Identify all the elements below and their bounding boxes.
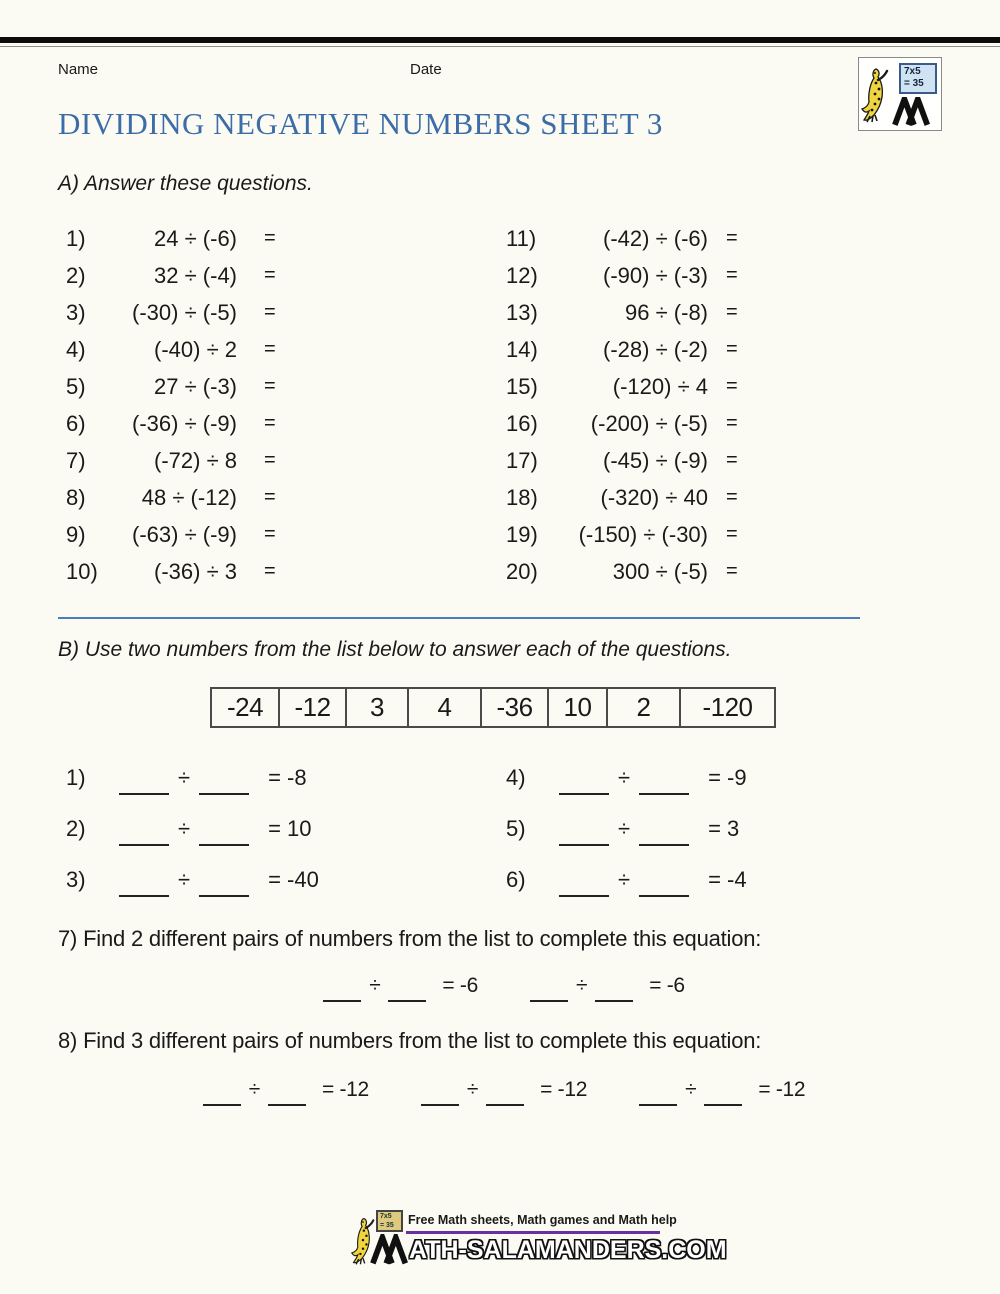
question-number: 2) xyxy=(66,262,86,288)
divide-sign: ÷ xyxy=(618,866,631,892)
question-17 xyxy=(506,448,738,474)
result-value: = -40 xyxy=(268,866,319,892)
number-list-cell: -24 xyxy=(210,687,280,728)
question-number: 2) xyxy=(66,815,86,841)
question-row xyxy=(0,442,1000,479)
question-number: 17) xyxy=(506,447,538,473)
question-expression: (-42) ÷ (-6) xyxy=(603,225,708,251)
equation-pair xyxy=(631,1078,805,1102)
question-number: 6) xyxy=(506,866,526,892)
answer-blank xyxy=(421,1082,459,1106)
equation-pair xyxy=(413,1078,587,1102)
footer-logo xyxy=(352,1210,727,1270)
question-13 xyxy=(506,300,738,326)
fill-question-3 xyxy=(66,867,386,893)
equation-pair xyxy=(195,1078,369,1102)
divide-sign: ÷ xyxy=(178,866,191,892)
question-number: 20) xyxy=(506,558,538,584)
question-expression: (-36) ÷ 3 xyxy=(154,558,237,584)
page-title: DIVIDING NEGATIVE NUMBERS SHEET 3 xyxy=(58,106,663,141)
logo-board-line2: = 35 xyxy=(904,77,924,89)
question-number: 4) xyxy=(506,764,526,790)
equation-pair xyxy=(315,974,478,998)
fill-question-2 xyxy=(66,816,386,842)
fill-question-row xyxy=(0,752,1000,803)
footer-board-line1: 7x5 xyxy=(380,1213,392,1220)
question-row xyxy=(0,220,1000,257)
equals-sign: = xyxy=(726,449,738,471)
question-number: 9) xyxy=(66,521,86,547)
m-monogram-icon xyxy=(892,97,934,126)
answer-blank xyxy=(559,820,609,846)
question-expression: (-120) ÷ 4 xyxy=(612,373,708,399)
equals-sign: = xyxy=(726,301,738,323)
question-15 xyxy=(506,374,738,400)
question-expression: 48 ÷ (-12) xyxy=(141,484,237,510)
equals-sign: = xyxy=(726,523,738,545)
question-expression: 96 ÷ (-8) xyxy=(625,299,708,325)
question-row xyxy=(0,479,1000,516)
salamander-logo-box xyxy=(858,57,942,131)
footer-whiteboard xyxy=(376,1210,403,1232)
question-number: 1) xyxy=(66,225,86,251)
question-number: 4) xyxy=(66,336,86,362)
question-expression: (-30) ÷ (-5) xyxy=(132,299,237,325)
result-value: = -6 xyxy=(649,974,685,997)
name-label: Name xyxy=(58,61,99,78)
answer-blank xyxy=(268,1082,306,1106)
question-20 xyxy=(506,559,738,585)
question-7-text: 7) Find 2 different pairs of numbers from the list to complete this equation: xyxy=(58,926,762,951)
divide-sign: ÷ xyxy=(685,1078,697,1101)
question-11 xyxy=(506,226,738,252)
answer-blank xyxy=(639,1082,677,1106)
question-19 xyxy=(506,522,738,548)
result-value: = 10 xyxy=(268,815,312,841)
question-number: 5) xyxy=(66,373,86,399)
answer-blank xyxy=(119,871,169,897)
equals-sign: = xyxy=(264,412,276,434)
question-number: 5) xyxy=(506,815,526,841)
answer-blank xyxy=(704,1082,742,1106)
question-row xyxy=(0,553,1000,590)
result-value: = -6 xyxy=(442,974,478,997)
answer-blank xyxy=(639,769,689,795)
question-12 xyxy=(506,263,738,289)
equals-sign: = xyxy=(264,486,276,508)
question-expression: (-150) ÷ (-30) xyxy=(578,521,708,547)
footer-board-line2: = 35 xyxy=(380,1222,394,1230)
site-name xyxy=(370,1234,727,1266)
result-value: = -12 xyxy=(321,1078,369,1101)
fill-question-row xyxy=(0,854,1000,905)
question-8-equations xyxy=(0,1078,1000,1102)
question-10 xyxy=(66,559,279,585)
question-8-text: 8) Find 3 different pairs of numbers from the list to complete this equation: xyxy=(58,1028,762,1053)
question-4 xyxy=(66,337,279,363)
question-number: 3) xyxy=(66,299,86,325)
question-number: 1) xyxy=(66,764,86,790)
answer-blank xyxy=(199,769,249,795)
answer-blank xyxy=(119,769,169,795)
answer-blank xyxy=(639,871,689,897)
question-row xyxy=(0,516,1000,553)
m-monogram-icon xyxy=(370,1234,412,1266)
question-expression: (-36) ÷ (-9) xyxy=(132,410,237,436)
answer-blank xyxy=(119,820,169,846)
question-number: 3) xyxy=(66,866,86,892)
question-5 xyxy=(66,374,279,400)
question-expression: (-90) ÷ (-3) xyxy=(603,262,708,288)
question-number: 7) xyxy=(66,447,86,473)
answer-blank xyxy=(595,978,633,1002)
question-7-equations xyxy=(0,974,1000,998)
equals-sign: = xyxy=(726,486,738,508)
equals-sign: = xyxy=(264,338,276,360)
divide-sign: ÷ xyxy=(248,1078,260,1101)
answer-blank xyxy=(486,1082,524,1106)
salamander-icon xyxy=(861,66,889,124)
question-row xyxy=(0,294,1000,331)
top-rule-thin xyxy=(0,46,1000,47)
logo-whiteboard xyxy=(899,63,937,94)
divide-sign: ÷ xyxy=(466,1078,479,1101)
question-9 xyxy=(66,522,279,548)
result-value: = -12 xyxy=(758,1078,806,1101)
answer-blank xyxy=(559,871,609,897)
question-16 xyxy=(506,411,738,437)
section-a-questions xyxy=(0,220,1000,590)
question-expression: 32 ÷ (-4) xyxy=(154,262,237,288)
answer-blank xyxy=(203,1082,241,1106)
number-list-cell: -120 xyxy=(679,687,776,728)
result-value: = 3 xyxy=(708,815,740,841)
equals-sign: = xyxy=(264,264,276,286)
fill-question-5 xyxy=(506,816,826,842)
divide-sign: ÷ xyxy=(178,764,191,790)
footer-tagline: Free Math sheets, Math games and Math help xyxy=(408,1213,677,1227)
result-value: = -12 xyxy=(540,1078,588,1101)
answer-blank xyxy=(323,978,361,1002)
question-number: 16) xyxy=(506,410,538,436)
equals-sign: = xyxy=(264,227,276,249)
fill-question-1 xyxy=(66,765,386,791)
question-1 xyxy=(66,226,279,252)
question-expression: (-28) ÷ (-2) xyxy=(603,336,708,362)
question-18 xyxy=(506,485,738,511)
question-number: 10) xyxy=(66,558,98,584)
equals-sign: = xyxy=(264,560,276,582)
question-row xyxy=(0,405,1000,442)
site-text: ATH-SALAMANDERS.COM xyxy=(409,1236,727,1264)
number-list-cell: 2 xyxy=(606,687,681,728)
equation-pair xyxy=(522,974,685,998)
question-expression: (-45) ÷ (-9) xyxy=(603,447,708,473)
question-number: 8) xyxy=(66,484,86,510)
equals-sign: = xyxy=(264,449,276,471)
question-expression: (-200) ÷ (-5) xyxy=(590,410,708,436)
divide-sign: ÷ xyxy=(178,815,191,841)
question-number: 6) xyxy=(66,410,86,436)
result-value: = -4 xyxy=(708,866,747,892)
date-label: Date xyxy=(410,61,442,78)
top-rule-thick xyxy=(0,37,1000,43)
answer-blank xyxy=(559,769,609,795)
question-expression: 300 ÷ (-5) xyxy=(612,558,708,584)
result-value: = -9 xyxy=(708,764,747,790)
question-3 xyxy=(66,300,279,326)
divide-sign: ÷ xyxy=(369,974,381,997)
question-6 xyxy=(66,411,279,437)
question-expression: 24 ÷ (-6) xyxy=(154,225,237,251)
equals-sign: = xyxy=(726,338,738,360)
question-number: 19) xyxy=(506,521,538,547)
answer-blank xyxy=(530,978,568,1002)
number-list-cell: 4 xyxy=(407,687,482,728)
section-b-questions xyxy=(0,752,1000,905)
question-7 xyxy=(66,448,279,474)
question-expression: (-63) ÷ (-9) xyxy=(132,521,237,547)
divide-sign: ÷ xyxy=(618,764,631,790)
question-number: 13) xyxy=(506,299,538,325)
question-row xyxy=(0,368,1000,405)
question-number: 11) xyxy=(506,225,537,251)
question-14 xyxy=(506,337,738,363)
number-list-cell: -36 xyxy=(480,687,549,728)
answer-blank xyxy=(199,871,249,897)
logo-board-line1: 7x5 xyxy=(904,66,921,77)
question-number: 18) xyxy=(506,484,538,510)
question-number: 15) xyxy=(506,373,538,399)
question-expression: (-40) ÷ 2 xyxy=(154,336,237,362)
result-value: = -8 xyxy=(268,764,307,790)
equals-sign: = xyxy=(726,375,738,397)
equals-sign: = xyxy=(726,560,738,582)
equals-sign: = xyxy=(726,227,738,249)
question-2 xyxy=(66,263,279,289)
question-number: 14) xyxy=(506,336,538,362)
fill-question-6 xyxy=(506,867,826,893)
fill-question-row xyxy=(0,803,1000,854)
question-row xyxy=(0,257,1000,294)
section-b-heading: B) Use two numbers from the list below to answer each of the questions. xyxy=(58,638,732,661)
equals-sign: = xyxy=(264,523,276,545)
question-expression: (-72) ÷ 8 xyxy=(154,447,237,473)
divide-sign: ÷ xyxy=(576,974,588,997)
question-number: 12) xyxy=(506,262,538,288)
equals-sign: = xyxy=(726,412,738,434)
divide-sign: ÷ xyxy=(618,815,631,841)
number-list-table xyxy=(210,687,776,728)
equals-sign: = xyxy=(726,264,738,286)
equals-sign: = xyxy=(264,375,276,397)
answer-blank xyxy=(639,820,689,846)
question-row xyxy=(0,331,1000,368)
answer-blank xyxy=(388,978,426,1002)
number-list-cell: -12 xyxy=(278,687,347,728)
question-expression: (-320) ÷ 40 xyxy=(600,484,708,510)
number-list-cell: 10 xyxy=(547,687,608,728)
number-list-cell: 3 xyxy=(345,687,409,728)
section-divider xyxy=(58,617,860,619)
section-a-heading: A) Answer these questions. xyxy=(58,172,313,195)
answer-blank xyxy=(199,820,249,846)
question-8 xyxy=(66,485,279,511)
fill-question-4 xyxy=(506,765,826,791)
question-expression: 27 ÷ (-3) xyxy=(154,373,237,399)
equals-sign: = xyxy=(264,301,276,323)
